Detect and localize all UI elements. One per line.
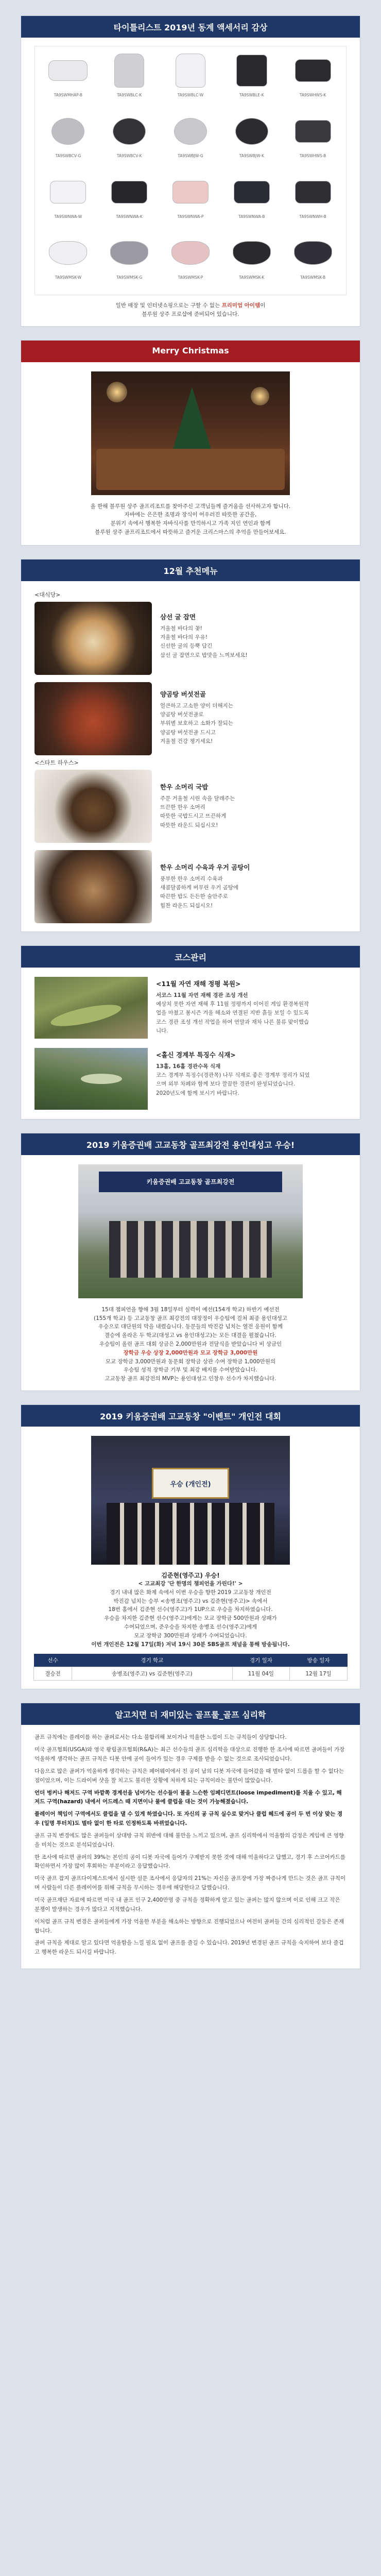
product-code: TA9SWMSK-W: [55, 275, 82, 280]
course-item-subtitle: 13홀, 16홀 경관수목 식재: [156, 1063, 221, 1070]
product-item: [40, 50, 96, 108]
product-code: TA9SWMSK-P: [178, 275, 203, 280]
course-section: [21, 945, 360, 1120]
menu-photo-tripe-hotpot: [34, 682, 152, 755]
product-code: TA9SWBCV-G: [55, 154, 81, 158]
product-code: TA9SWMSK-G: [116, 275, 143, 280]
product-code: TA9SWBLC-W: [177, 93, 204, 97]
neck-warmer-icon: [227, 172, 276, 212]
menu-title: 12월 추천메뉴: [21, 560, 360, 581]
product-item: [40, 111, 96, 169]
amateur-desc-line4: 결승에 올라온 두 학교(대성고 vs 용인대성고)는 모든 대결을 펼쳤습니다.: [105, 1332, 276, 1339]
course-item-desc: 코스 경계부 특징수(경관목) 나무 식재로 좋은 경계부 정리가 되었으며 외부 차폐와 함께 보다 깔끔한 경관이 완성되었습니다. 2020년도에 함께 보시기 바랍니다.: [156, 1072, 310, 1096]
product-code: TA9SWNWA-K: [116, 214, 143, 219]
menu-item-desc: 얼큰하고 고소한 양이 더해지는 양곰탕 버섯전골로 부위별 보호하고 소화가 잘되는 양곰탕 버섯전골 드시고 겨울철 건강 챙기세요!: [160, 702, 233, 745]
christmas-desc-line2: 자바에는 은은한 조명과 장식이 어우러진 따뜻한 공간을,: [124, 512, 257, 518]
amateur-desc-line1: 15대 챔피언을 향해 3월 18일부터 실력이 예선(154개 학교) 하반기 예선전: [101, 1306, 280, 1313]
product-item: [40, 233, 96, 291]
product-item: [101, 172, 158, 230]
event-desc-line6: 모교 장학금 300만원과 상패가 수여되었습니다.: [134, 1632, 247, 1639]
product-code: TA9SWNWA-W: [54, 214, 82, 219]
table-cell: 12월 17일: [290, 1667, 348, 1681]
glove-icon: [166, 50, 215, 91]
event-desc-line7: 이번 개인전은 12월 17일(화) 저녁 19시 30분 SBS골프 채널을 통해 방송됩니다.: [91, 1641, 290, 1648]
event-banner: 우승 (개인전): [152, 1468, 229, 1499]
table-header: 선수: [34, 1654, 72, 1667]
product-item: [163, 233, 219, 291]
article-paragraph: 골프 규칙 변경에도 많은 골퍼들이 상대방 규칙 위반에 대해 불만을 느끼고 있으며, 골프 심리학에서 억울함의 감정은 게임에 큰 영향을 미치는 것으로 분석되었습니다.: [34, 1832, 344, 1848]
product-code: TA9SWHWS-B: [299, 154, 326, 158]
menu-item: [34, 682, 347, 755]
products-section: [21, 15, 360, 327]
amateur-desc-highlight: 장학금 우승 상장 2,000만원과 모교 장학금 3,000만원: [123, 1349, 258, 1356]
christmas-section: [21, 340, 360, 546]
article-paragraph: 언더 벙커나 해저드 구역 바깥쪽 경계선을 넘어가는 선수들이 볼을 느슨한 임페디먼트(loose impediment)를 치울 수 있고, 해저드 구역(hazard) 내에서 어드레스 때 지면이나 물에 클럽을 대는 것이 가능해졌습니다.: [34, 1789, 342, 1805]
amateur-desc-line3: 우승으로 대단원의 막을 내렸습니다. 동문들의 박진감 넘치는 열전 응원이 함께: [98, 1324, 283, 1330]
product-item: [285, 111, 341, 169]
neck-warmer-icon: [43, 172, 93, 212]
product-code: TA9SWBJW-K: [239, 154, 264, 158]
table-header: 방송 일자: [290, 1654, 348, 1667]
pouch-icon: [227, 50, 276, 91]
christmas-desc-line4: 블루원 상주 골프리조트에서 따뜻하고 즐거운 크리스마스의 추억을 만들어보세요.: [95, 529, 286, 535]
course-item-title: <11월 자연 재해 정평 복원>: [156, 979, 241, 988]
product-item: [163, 50, 219, 108]
table-header: 경기 일자: [232, 1654, 290, 1667]
amateur-desc: [33, 1306, 348, 1383]
menu-tag-main-restaurant: <대식당>: [34, 591, 61, 598]
earmuff-icon: [105, 111, 154, 151]
neck-warmer-icon: [288, 50, 338, 91]
christmas-desc: [33, 502, 348, 537]
course-item: [34, 1048, 347, 1110]
menu-item-desc: 풍부한 한우 소머리 수육과 새콤달콤하게 버무린 우거 곰탕에 따끈한 밥도 든든한 술안주로 힘찬 라운드 되십시오!: [160, 875, 239, 909]
event-section: [21, 1404, 360, 1689]
article-paragraph: 미국 골프재단 자료에 따르면 미국 내 골프 인구 2,400만명 중 규칙을 정확하게 알고 있는 골퍼는 많지 않으며 이로 인해 크고 작은 분쟁이 발생하는 경우가 많다고 지적했습니다.: [34, 1896, 340, 1912]
event-winner-photo: [91, 1436, 290, 1565]
product-code: TA9SWBJW-G: [178, 154, 203, 158]
glove-icon: [105, 50, 154, 91]
amateur-desc-line6: 모교 장학금 3,000만원과 동문회 장학금 상관 수여 장학금 1,000만원의: [105, 1358, 276, 1365]
christmas-title: Merry Christmas: [21, 341, 360, 362]
product-code: TA9SWBLC-K: [117, 93, 142, 97]
products-desc-line1: 일반 매장 및 인터넷쇼핑으로는 구할 수 없는: [115, 302, 220, 309]
article-paragraph: 이처럼 골프 규칙 변경은 골퍼들에게 가장 억울한 부분을 해소하는 방향으로 진행되었으나 여전히 골퍼들 간의 심리적인 갈등은 존재합니다.: [34, 1918, 344, 1934]
products-desc-line2: 블루원 상주 프로샵에 준비되어 있습니다.: [142, 311, 239, 317]
earmuff-icon: [43, 111, 93, 151]
article-paragraph: 한 조사에 따르면 골퍼의 39%는 본인의 공이 디봇 자국에 들어가 구제받지 못한 것에 대해 억울하다고 답했고, 경기 후 스코어카드를 확인하면서 가장 많이 후회하는 부분이라고 응답했습니다.: [34, 1854, 346, 1870]
event-desc-line1: 경기 내내 많은 화제 속에서 이번 우승을 향한 2019 고교동창 개인전: [110, 1589, 271, 1596]
article-body: [21, 1725, 360, 1969]
product-item: [163, 172, 219, 230]
table-cell: 11월 04일: [232, 1667, 290, 1681]
product-item: [163, 111, 219, 169]
mask-icon: [227, 233, 276, 273]
product-code: TA9SWNWA-B: [238, 214, 265, 219]
product-item: [101, 111, 158, 169]
earmuff-icon: [227, 111, 276, 151]
amateur-desc-line8: 고교동창 골프 최강전의 MVP는 용인대성고 인창우 선수가 차지했습니다.: [105, 1376, 276, 1382]
event-desc-line3: 18번 홀에서 김준현 선수(영주고)가 1UP으로 우승을 차지하였습니다.: [108, 1606, 273, 1613]
event-winner-name: 김준현(영주고) 우승!: [161, 1571, 220, 1579]
products-desc-highlight: 프리미엄 아이템: [221, 302, 261, 309]
table-cell: 송병조(영주고) vs 김준현(영주고): [72, 1667, 232, 1681]
menu-photo-oyster-noodle: [34, 602, 152, 675]
amateur-title: 2019 키움증권배 고교동창 골프최강전 용인대성고 우승!: [21, 1133, 360, 1155]
course-item-desc: 예상치 못한 자연 재해 후 11월 정평까지 이어진 게임 환경복원작업을 마쳤고 봄시즌 겨울 해소와 연결된 지반 흙들 보일 수 있도록 코스 경관 조성 개선 작업을 하여 연말과 재차 나른 불류 맞이했습니다.: [156, 1001, 309, 1035]
product-item: [223, 233, 280, 291]
table-row: [34, 1667, 348, 1681]
product-code: TA9SWMHAP-B: [54, 93, 83, 97]
amateur-desc-line5: 우승팀이 올린 골프 대회 상금은 2,000만원과 전달식을 받았습니다 비 상금인: [99, 1341, 282, 1347]
mask-icon: [43, 233, 93, 273]
product-code: TA9SWNWA-P: [177, 214, 204, 219]
amateur-banner: 키움증권배 고교동창 골프최강전: [99, 1172, 282, 1192]
earmuff-icon: [166, 111, 215, 151]
product-code: TA9SWMSK-B: [300, 275, 326, 280]
course-photo-aerial: [34, 977, 148, 1039]
mask-icon: [105, 233, 154, 273]
christmas-desc-line3: 분위기 속에서 행복한 자바식사를 만끽하시고 가족 지인 연인과 함께: [110, 520, 271, 527]
article-paragraph: 골프 규칙에는 플레이를 하는 골퍼로서는 다소 불합리해 보이거나 억울한 느낌이 드는 규칙들이 상당합니다.: [34, 1734, 287, 1741]
event-desc-line5: 수여되었으며, 준우승을 차지한 송병조 선수(영주고)에게: [124, 1623, 257, 1630]
event-desc: [33, 1588, 348, 1649]
products-desc-suffix: 이: [260, 302, 266, 309]
menu-item-name: 한우 소머리 국밥: [160, 783, 209, 791]
menu-item-name: 삼선 굴 잡면: [160, 613, 196, 621]
menu-section: [21, 559, 360, 932]
neck-warmer-icon: [166, 172, 215, 212]
product-code: TA9SWBCV-K: [116, 154, 142, 158]
article-paragraph: 다음으로 많은 골퍼가 억울하게 생각하는 규칙은 페어웨이에서 친 공이 남의 디봇 자국에 들어갔을 때 벌타 없이 드롭을 할 수 없다는 점이었으며, 이는 드라이버 샷을 잘 치고도 불리한 상황에 처하게 되는 규칙이라는 불만이 많았습니다.: [34, 1768, 344, 1784]
course-item: [34, 977, 347, 1039]
product-code: TA9SWHWS-K: [299, 93, 326, 97]
event-title: 2019 키움증권배 고교동창 "이벤트" 개인전 대회: [21, 1405, 360, 1427]
product-code: TA9SWMSK-K: [239, 275, 265, 280]
product-code: TA9SWBLE-K: [239, 93, 264, 97]
menu-photo-beef-suyuk: [34, 850, 152, 923]
neck-warmer-icon: [288, 172, 338, 212]
course-item-title: <홀신 경계부 특징수 식재>: [156, 1050, 236, 1059]
menu-item: [34, 850, 347, 923]
product-item: [223, 111, 280, 169]
product-item: [285, 233, 341, 291]
article-paragraph: 미국 골프 잡지 골프다이제스트에서 실시한 설문 조사에서 응답자의 21%는 자신을 골프장에 가장 짜증나게 만드는 것은 골프 규칙이며 사람들이 다른 플레이어를 위해 규칙을 무시하는 경우에 해당한다고 답했습니다.: [34, 1875, 346, 1891]
menu-item-desc: 주문 거울철 시린 속을 달래주는 뜨끈한 한우 소머리 따뜻한 국밥드시고 뜨끈하게 따뜻한 라운드 되십시오!: [160, 795, 235, 828]
article-paragraph: 미국 골프협회(USGA)와 영국 왕립골프협회(R&A)는 최근 선수들의 골프 심리학을 대상으로 진행한 한 조사에 따르면 골퍼들이 가장 억울하게 생각하는 골프 규칙은 디봇 안에 공이 들어가 있는 경우 구제를 받을 수 없는 것으로 조사되었습니다.: [34, 1747, 345, 1762]
menu-tag-start-house: <스타트 하우스>: [34, 759, 79, 766]
amateur-desc-line2: (155개 학교) 등 고교동창 골프 최강전의 대장정이 우승팀에 걸쳐 최종 용인대성고: [93, 1315, 288, 1321]
menu-item: [34, 602, 347, 675]
product-item: [285, 172, 341, 230]
products-desc: [34, 301, 347, 319]
menu-item: [34, 770, 347, 843]
event-schedule-table: [33, 1654, 348, 1681]
course-item-subtitle: 서코스 11월 자연 재해 경관 조성 개선: [156, 992, 248, 998]
article-section: [21, 1703, 360, 1969]
products-title: 타이틀리스트 2019년 동계 액세서리 감상: [21, 16, 360, 38]
mask-icon: [166, 233, 215, 273]
amateur-desc-line7: 우승팀 성적 장학금 기부 및 최강 배지를 수여받았습니다.: [124, 1367, 257, 1374]
article-title: 알고치면 더 재미있는 골프룰_골프 심리학: [21, 1703, 360, 1725]
article-paragraph: 플레이어 책임이 구역에서도 클럽을 댈 수 있게 하였습니다. 또 자신의 공 규칙 실수로 맞거나 클럽 헤드에 공이 두 번 이상 맞는 경우 (일명 투터치)도 벌타 없이 한 타로 인정하도록 바뀌었습니다.: [34, 1811, 343, 1827]
menu-item-name: 양곰탕 버섯전골: [160, 690, 206, 698]
event-desc-line2: 박진감 넘치는 승부 <송병조(영주고) vs 김준현(영주고)> 속에서: [113, 1598, 268, 1604]
product-grid: [34, 46, 347, 295]
amateur-team-photo: [78, 1164, 303, 1298]
course-title: 코스관리: [21, 946, 360, 968]
product-item: [223, 172, 280, 230]
product-item: [101, 233, 158, 291]
winter-mitt-icon: [43, 50, 93, 91]
product-item: [223, 50, 280, 108]
menu-item-desc: 겨울철 바다의 꽃! 겨울철 바다의 우유! 신선한 굴의 등뿍 담긴 삼선 굴 잡면으로 밥맛을 느껴보세요!: [160, 625, 248, 658]
product-item: [101, 50, 158, 108]
product-code: TA9SWNWH-B: [299, 214, 326, 219]
product-item: [285, 50, 341, 108]
menu-photo-beef-soup: [34, 770, 152, 843]
amateur-section: [21, 1133, 360, 1391]
neck-warmer-icon: [105, 172, 154, 212]
neck-warmer-icon: [288, 111, 338, 151]
product-item: [40, 172, 96, 230]
table-cell: 결승전: [34, 1667, 72, 1681]
menu-item-name: 한우 소머리 수육과 우거 곰탕이: [160, 863, 250, 871]
course-photo-trees: [34, 1048, 148, 1110]
event-desc-line4: 우승을 차지한 김준현 선수(영주고)에게는 모교 장학금 500만원과 상패가: [104, 1615, 277, 1622]
mask-icon: [288, 233, 338, 273]
table-header: 경기 학교: [72, 1654, 232, 1667]
event-subtitle: < 고교최강 '단 한명의 챔피언을 가린다!' >: [138, 1580, 243, 1587]
christmas-desc-line1: 올 한해 블루원 상주 골프리조트를 찾아주신 고객님들께 즐거움을 선사하고자 합니다.: [90, 503, 291, 510]
article-paragraph: 골퍼 규칙을 제대로 알고 있다면 억울함을 느낄 필요 없이 골프를 즐길 수 있습니다. 2019년 변경된 골프 규칙을 숙지하여 보다 즐겁고 행복한 라운드 되시길 바랍니다.: [34, 1940, 344, 1956]
christmas-photo: [91, 371, 290, 495]
